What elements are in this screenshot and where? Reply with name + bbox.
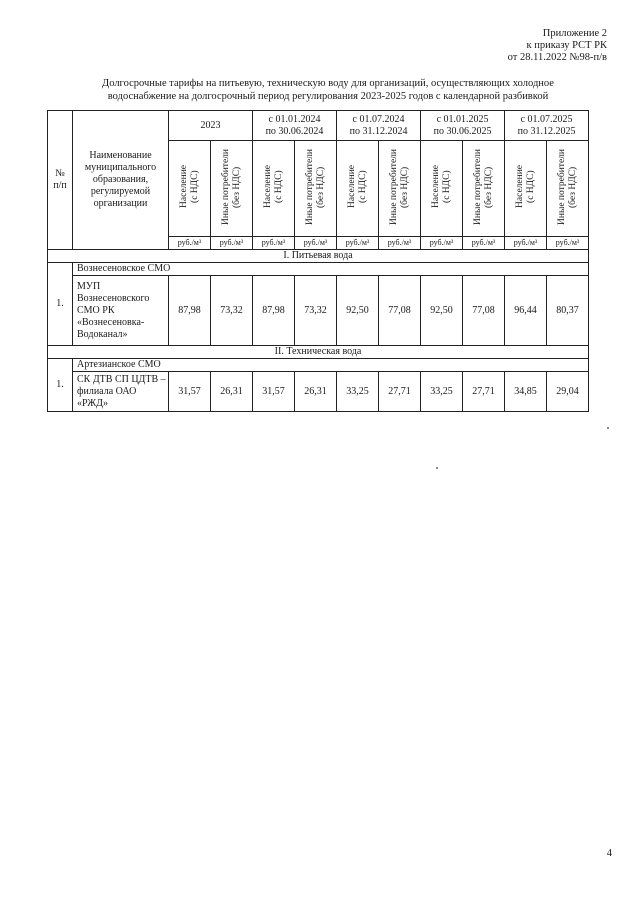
population-header: Население (с НДС) xyxy=(421,141,463,237)
tariff-table xyxy=(47,110,589,412)
col-no-header: № п/п xyxy=(48,111,73,250)
header-appendix: Приложение 2 xyxy=(542,28,607,39)
unit-cell: руб./м³ xyxy=(253,237,295,250)
organization-name: МУП Вознесеновского СМО РК «Вознесеновка-Водоканал» xyxy=(73,276,169,346)
population-header: Население (с НДС) xyxy=(169,141,211,237)
table-row xyxy=(48,276,589,346)
other-consumers-header: Иные потребители (без НДС) xyxy=(211,141,253,237)
tariff-value: 80,37 xyxy=(547,276,589,346)
table-row xyxy=(48,372,589,412)
col-name-header: Наименование муниципального образования, регулируемой организации xyxy=(73,111,169,250)
section-title: I. Питьевая вода xyxy=(48,250,589,263)
tariff-value: 92,50 xyxy=(337,276,379,346)
unit-cell: руб./м³ xyxy=(169,237,211,250)
period-header: с 01.07.2024 по 31.12.2024 xyxy=(337,111,421,141)
period-header: с 01.01.2024 по 30.06.2024 xyxy=(253,111,337,141)
group-row xyxy=(48,263,589,276)
section-row xyxy=(48,250,589,263)
unit-cell: руб./м³ xyxy=(547,237,589,250)
period-header: с 01.07.2025 по 31.12.2025 xyxy=(505,111,589,141)
unit-cell: руб./м³ xyxy=(337,237,379,250)
section-row xyxy=(48,346,589,359)
unit-cell: руб./м³ xyxy=(505,237,547,250)
other-consumers-header: Иные потребители (без НДС) xyxy=(295,141,337,237)
unit-cell: руб./м³ xyxy=(421,237,463,250)
unit-cell: руб./м³ xyxy=(295,237,337,250)
tariff-value: 87,98 xyxy=(253,276,295,346)
row-number: 1. xyxy=(48,359,73,412)
tariff-value: 77,08 xyxy=(463,276,505,346)
section-title: II. Техническая вода xyxy=(48,346,589,359)
tariff-value: 26,31 xyxy=(295,372,337,412)
document-header xyxy=(508,28,607,64)
population-header: Население (с НДС) xyxy=(337,141,379,237)
tariff-value: 73,32 xyxy=(211,276,253,346)
tariff-value: 96,44 xyxy=(505,276,547,346)
other-consumers-header: Иные потребители (без НДС) xyxy=(547,141,589,237)
page-number: 4 xyxy=(606,848,612,859)
group-row xyxy=(48,359,589,372)
scan-speck xyxy=(436,467,438,469)
tariff-value: 77,08 xyxy=(379,276,421,346)
scan-speck xyxy=(607,427,609,429)
municipality-name: Артезианское СМО xyxy=(73,359,589,372)
tariff-value: 31,57 xyxy=(253,372,295,412)
municipality-name: Вознесеновское СМО xyxy=(73,263,589,276)
period-header-row xyxy=(48,111,589,141)
tariff-value: 27,71 xyxy=(379,372,421,412)
unit-cell: руб./м³ xyxy=(379,237,421,250)
row-number: 1. xyxy=(48,263,73,346)
organization-name: СК ДТВ СП ЦДТВ – филиала ОАО «РЖД» xyxy=(73,372,169,412)
tariff-value: 31,57 xyxy=(169,372,211,412)
tariff-value: 87,98 xyxy=(169,276,211,346)
unit-cell: руб./м³ xyxy=(211,237,253,250)
tariff-value: 27,71 xyxy=(463,372,505,412)
tariff-value: 33,25 xyxy=(421,372,463,412)
unit-cell: руб./м³ xyxy=(463,237,505,250)
period-header: 2023 xyxy=(169,111,253,141)
tariff-value: 34,85 xyxy=(505,372,547,412)
other-consumers-header: Иные потребители (без НДС) xyxy=(463,141,505,237)
header-order-ref: к приказу РСТ РК xyxy=(526,40,607,51)
tariff-value: 26,31 xyxy=(211,372,253,412)
population-header: Население (с НДС) xyxy=(253,141,295,237)
tariff-value: 73,32 xyxy=(295,276,337,346)
tariff-value: 33,25 xyxy=(337,372,379,412)
population-header: Население (с НДС) xyxy=(505,141,547,237)
period-header: с 01.01.2025 по 30.06.2025 xyxy=(421,111,505,141)
tariff-value: 92,50 xyxy=(421,276,463,346)
header-order-date: от 28.11.2022 №98-п/в xyxy=(507,52,607,63)
tariff-value: 29,04 xyxy=(547,372,589,412)
document-title: Долгосрочные тарифы на питьевую, техническую воду для организаций, осуществляющих холодное водоснабжение на долгосрочный период регулирования 2023-2025 годов с календарной разбивкой xyxy=(102,78,554,102)
other-consumers-header: Иные потребители (без НДС) xyxy=(379,141,421,237)
